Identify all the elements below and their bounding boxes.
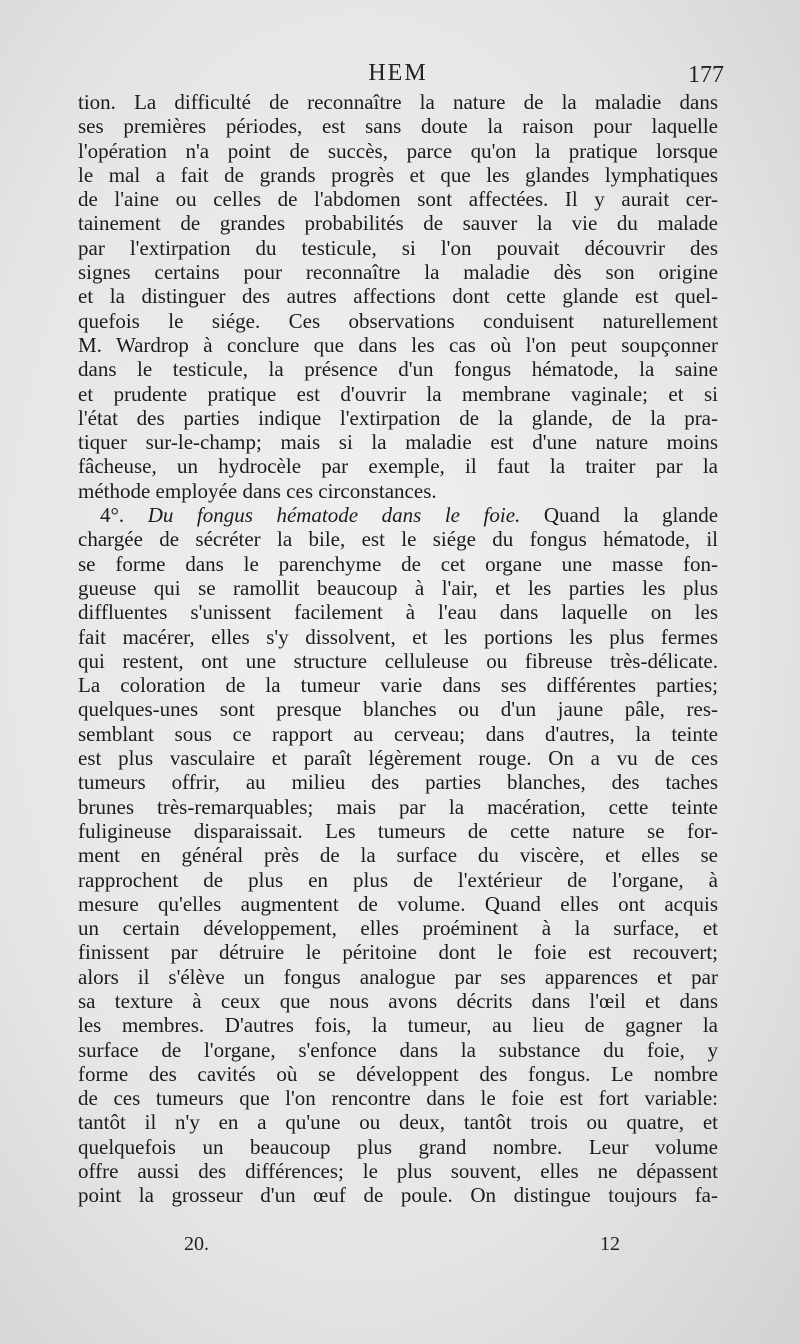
text-line: fâcheuse, un hydrocèle par exemple, il faut la traiter par la bbox=[78, 454, 718, 479]
text-line: l'état des parties indique l'extirpation de la glande, de la pra- bbox=[78, 405, 718, 430]
text-line: fuligineuse disparaissait. Les tumeurs de cette nature se for- bbox=[78, 818, 718, 843]
text-line: de l'aine ou celles de l'abdomen sont affectées. Il y aurait cer- bbox=[78, 187, 718, 212]
text-line: tion. La difficulté de reconnaître la nature de la maladie dans bbox=[78, 90, 718, 114]
text-line: alors il s'élève un fongus analogue par ses apparences et par bbox=[78, 964, 718, 989]
body-text bbox=[78, 90, 718, 1208]
text-line: signes certains pour reconnaître la maladie dès son origine bbox=[78, 260, 718, 285]
text-line: le mal a fait de grands progrès et que les glandes lymphatiques bbox=[78, 162, 718, 187]
page-number: 177 bbox=[688, 62, 724, 88]
text-line: mesure qu'elles augmentent de volume. Quand elles ont acquis bbox=[78, 891, 718, 916]
text-line: quelquefois un beaucoup plus grand nombre. Leur volume bbox=[78, 1134, 718, 1159]
text-line: qui restent, ont une structure celluleuse ou fibreuse très-délicate. bbox=[78, 648, 718, 673]
text-line: forme des cavités où se développent des fongus. Le nombre bbox=[78, 1061, 718, 1086]
text-line: finissent par détruire le péritoine dont le foie est recouvert; bbox=[78, 940, 718, 965]
text-line: tantôt il n'y en a qu'une ou deux, tantôt trois ou quatre, et bbox=[78, 1110, 718, 1135]
text-line: est plus vasculaire et paraît légèrement rouge. On a vu de ces bbox=[78, 746, 718, 771]
text-line: méthode employée dans ces circonstances. bbox=[78, 478, 437, 503]
text-line: se forme dans le parenchyme de cet organe une masse fon- bbox=[78, 551, 718, 576]
section-title: Du fongus hématode dans le foie. bbox=[147, 503, 521, 528]
text-line: point la grosseur d'un œuf de poule. On distingue toujours fa- bbox=[78, 1183, 718, 1208]
text-line: diffluentes s'unissent facilement à l'eau dans laquelle on les bbox=[78, 600, 718, 625]
text-line: et prudente pratique est d'ouvrir la membrane vaginale; et si bbox=[78, 381, 718, 406]
text-line: ses premières périodes, est sans doute la raison pour laquelle bbox=[78, 114, 718, 139]
text-line: rapprochent de plus en plus de l'extérieur de l'organe, à bbox=[78, 867, 718, 892]
text-line: fait macérer, elles s'y dissolvent, et les portions les plus fermes bbox=[78, 624, 718, 649]
text-line: brunes très-remarquables; mais par la macération, cette teinte bbox=[78, 794, 718, 819]
text-line: de ces tumeurs que l'on rencontre dans le foie est fort variable: bbox=[78, 1086, 718, 1111]
page-footer bbox=[78, 1233, 718, 1261]
text-line: l'opération n'a point de succès, parce qu'on la pratique lorsque bbox=[78, 138, 718, 163]
text-line: tumeurs offrir, au milieu des parties blanches, des taches bbox=[78, 770, 718, 795]
text-line: semblant sous ce rapport au cerveau; dans d'autres, la teinte bbox=[78, 721, 718, 746]
text-line: ment en général près de la surface du viscère, et elles se bbox=[78, 843, 718, 868]
text-line: dans le testicule, la présence d'un fongus hématode, la saine bbox=[78, 357, 718, 382]
section-number: 4°. bbox=[100, 503, 125, 528]
section-heading-line bbox=[78, 503, 718, 527]
running-head: HEM bbox=[368, 60, 428, 86]
text-line: les membres. D'autres fois, la tumeur, au lieu de gagner la bbox=[78, 1013, 718, 1038]
text-line: surface de l'organe, s'enfonce dans la substance du foie, y bbox=[78, 1037, 718, 1062]
text-line: tainement de grandes probabilités de sauver la vie du malade bbox=[78, 211, 718, 236]
text-line: un certain développement, elles proéminent à la surface, et bbox=[78, 916, 718, 941]
text-line: La coloration de la tumeur varie dans ses différentes parties; bbox=[78, 673, 718, 698]
text-line: quefois le siége. Ces observations conduisent naturellement bbox=[78, 308, 718, 333]
text-line: sa texture à ceux que nous avons décrits dans l'œil et dans bbox=[78, 988, 718, 1013]
text-line: offre aussi des différences; le plus souvent, elles ne dépassent bbox=[78, 1159, 718, 1184]
gathering-mark: 12 bbox=[600, 1233, 620, 1255]
section-first-line-rest: Quand la glande bbox=[543, 503, 719, 528]
text-line: M. Wardrop à conclure que dans les cas où l'on peut soupçonner bbox=[78, 332, 718, 357]
text-line: quelques-unes sont presque blanches ou d'un jaune pâle, res- bbox=[78, 697, 718, 722]
signature-mark: 20. bbox=[184, 1233, 209, 1255]
text-line: chargée de sécréter la bile, est le siége du fongus hématode, il bbox=[78, 527, 718, 552]
text-line: par l'extirpation du testicule, si l'on pouvait découvrir des bbox=[78, 235, 718, 260]
page-header bbox=[78, 60, 724, 90]
text-line: et la distinguer des autres affections dont cette glande est quel- bbox=[78, 284, 718, 309]
text-line: tiquer sur-le-champ; mais si la maladie est d'une nature moins bbox=[78, 430, 718, 455]
text-line: gueuse qui se ramollit beaucoup à l'air, et les parties les plus bbox=[78, 575, 718, 600]
